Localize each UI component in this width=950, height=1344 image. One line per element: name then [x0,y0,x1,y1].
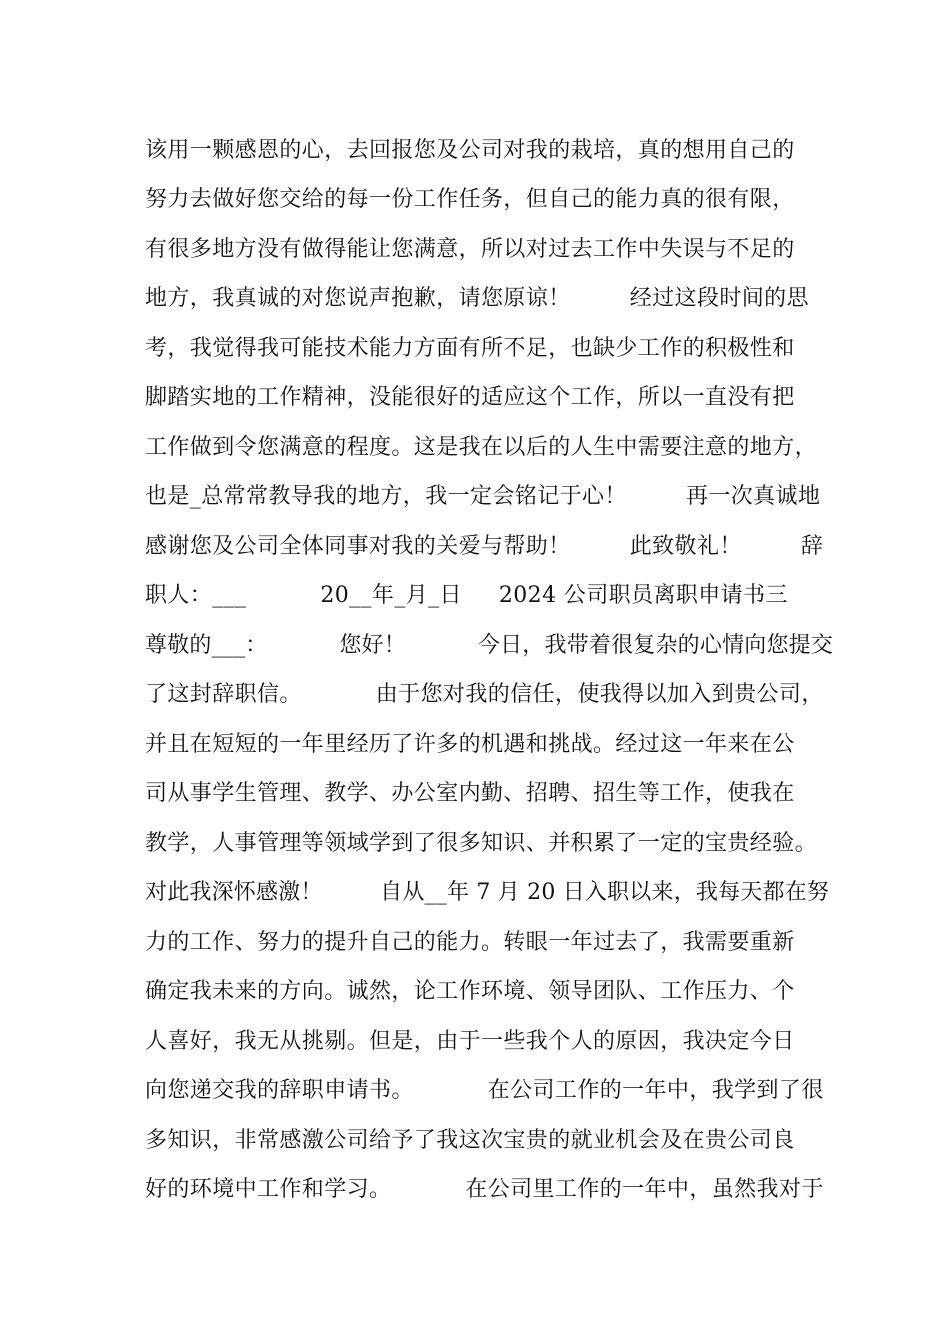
text-line: 考，我觉得我可能技术能力方面有所不足，也缺少工作的积极性和 [145,336,795,361]
text-line: 有很多地方没有做得能让您满意，所以对过去工作中失误与不足的 [145,237,795,262]
text-line: 好的环境中工作和学习。 在公司里工作的一年中，虽然我对于 [145,1177,824,1202]
text-line: 该用一颗感恩的心，去回报您及公司对我的栽培，真的想用自己的 [145,138,795,163]
text-line: 工作做到令您满意的程度。这是我在以后的人生中需要注意的地方， [145,435,818,460]
text-line: 向您递交我的辞职申请书。 在公司工作的一年中，我学到了很 [145,1078,824,1103]
text-line: 对此我深怀感激！ 自从__年 7 月 20 日入职以来，我每天都在努 [145,880,830,905]
text-line: 并且在短短的一年里经历了许多的机遇和挑战。经过这一年来在公 [145,732,795,757]
text-line: 努力去做好您交给的每一份工作任务，但自己的能力真的很有限， [145,187,795,212]
text-line: 尊敬的___： 您好！ 今日，我带着很复杂的心情向您提交 [145,633,834,658]
text-line: 也是_总常常教导我的地方，我一定会铭记于心！ 再一次真诚地 [145,484,821,509]
text-line: 确定我未来的方向。诚然，论工作环境、领导团队、工作压力、个 [145,979,795,1004]
text-line: 司从事学生管理、教学、办公室内勤、招聘、招生等工作，使我在 [145,781,795,806]
text-line: 了这封辞职信。 由于您对我的信任，使我得以加入到贵公司， [145,682,824,707]
text-line: 人喜好，我无从挑剔。但是，由于一些我个人的原因，我决定今日 [145,1029,795,1054]
text-line: 力的工作、努力的提升自己的能力。转眼一年过去了，我需要重新 [145,930,795,955]
text-line: 感谢您及公司全体同事对我的关爱与帮助！ 此致敬礼！ 辞 [145,534,824,559]
text-line: 多知识，非常感激公司给予了我这次宝贵的就业机会及在贵公司良 [145,1128,795,1153]
text-line: 地方，我真诚的对您说声抱歉，请您原谅！ 经过这段时间的思 [145,286,809,311]
text-line: 脚踏实地的工作精神，没能很好的适应这个工作，所以一直没有把 [145,385,795,410]
text-line: 教学，人事管理等领域学到了很多知识、并积累了一定的宝贵经验。 [145,831,818,856]
text-line: 职人：___ 20__年_月_日 2024 公司职员离职申请书三 [145,583,788,608]
